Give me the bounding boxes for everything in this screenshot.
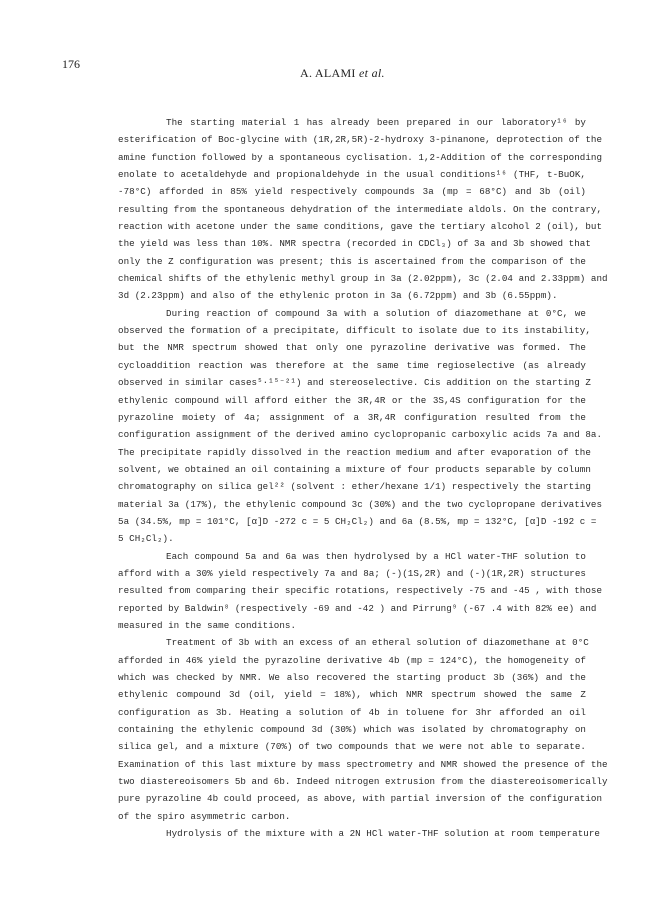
text-line: material 3a (17%), the ethylenic compound 3c (30%) and the two cyclopropane derivatives [118,498,603,510]
text-line: 5a (34.5%, mp = 101°C, [α]D -272 c = 5 CH₂Cl₂) and 6a (8.5%, mp = 132°C, [α]D -192 c = [118,515,597,527]
text-line: reaction with acetone under the same conditions, gave the tertiary alcohol 2 (oil), but [118,221,603,233]
running-head-author: A. ALAMI [300,66,356,80]
text-line: chemical shifts of the ethylenic methyl group in 3a (2.02ppm), 3c (2.04 and 2.33ppm) and [118,273,608,285]
text-line: amine function followed by a spontaneous cyclisation. 1,2-Addition of the corresponding [118,151,603,163]
running-head [300,66,385,81]
text-line: Examination of this last mixture by mass spectrometry and NMR showed the presence of the [118,758,608,770]
text-line: 3d (2.23ppm) and also of the ethylenic proton in 3a (6.72ppm) and 3b (6.55ppm). [118,290,558,302]
text-line: enolate to acetaldehyde and propionaldehyde in the usual conditions¹⁶ (THF, t-BuOK, [118,169,586,181]
text-line: -78°C) afforded in 85% yield respectively compounds 3a (mp = 68°C) and 3b (oil) [118,186,586,198]
text-line: containing the ethylenic compound 3d (30%) which was isolated by chromatography on [118,724,586,736]
text-line: esterification of Boc-glycine with (1R,2R,5R)-2-hydroxy 3-pinanone, deprotection of the [118,134,603,146]
text-line: silica gel, and a mixture (70%) of two compounds that we were not able to separate. [118,741,586,753]
text-line: observed in similar cases⁵·¹⁵⁻²¹) and stereoselective. Cis addition on the starting Z [118,377,591,389]
text-line: observed the formation of a precipitate, difficult to isolate due to its instability, [118,325,591,337]
text-line: Hydrolysis of the mixture with a 2N HCl water-THF solution at room temperature [166,828,600,840]
text-line: Treatment of 3b with an excess of an etheral solution of diazomethane at 0°C [166,637,589,649]
text-line: pure pyrazoline 4b could proceed, as above, with partial inversion of the configuration [118,793,603,805]
text-line: ethylenic compound will afford either the 3R,4R or the 3S,4S configuration for the [118,394,586,406]
text-line: 5 CH₂Cl₂). [118,533,174,545]
text-line: but the NMR spectrum showed that only one pyrazoline derivative was formed. The [118,342,586,354]
text-line: afforded in 46% yield the pyrazoline derivative 4b (mp = 124°C), the homogeneity of [118,654,586,666]
text-line: measured in the same conditions. [118,619,297,631]
text-line: pyrazoline moiety of 4a; assignment of a 3R,4R configuration resulted from the [118,411,586,423]
text-line: reported by Baldwin⁸ (respectively -69 and -42 ) and Pirrung⁹ (-67 .4 with 82% ee) and [118,602,597,614]
text-line: only the Z configuration was present; this is ascertained from the comparison of the [118,255,586,267]
page-number: 176 [62,57,80,71]
text-line: ethylenic compound 3d (oil, yield = 18%), which NMR spectrum showed the same Z [118,689,586,701]
text-line: During reaction of compound 3a with a solution of diazomethane at 0°C, we [166,307,586,319]
text-line: configuration assignment of the derived amino cyclopropanic carboxylic acids 7a and 8a. [118,429,603,441]
text-line: solvent, we obtained an oil containing a mixture of four products separable by column [118,463,591,475]
text-line: The starting material 1 has already been prepared in our laboratory¹⁶ by [166,117,586,128]
body-text [118,114,608,842]
text-line: two diastereoisomers 5b and 6b. Indeed nitrogen extrusion from the diastereoisomerically [118,776,608,788]
text-line: of the spiro asymmetric carbon. [118,810,291,822]
text-line: chromatography on silica gel²² (solvent : ether/hexane 1/1) respectively the starting [118,481,591,493]
text-line: The precipitate rapidly dissolved in the reaction medium and after evaporation of the [118,446,591,458]
text-line: cycloaddition reaction was therefore at the same time regioselective (as already [118,359,586,371]
text-line: resulting from the spontaneous dehydration of the intermediate aldols. On the contrary, [118,203,603,215]
text-line: resulted from comparing their specific rotations, respectively -75 and -45 , with those [118,585,603,597]
running-head-etal: et al. [359,66,385,80]
text-line: which was checked by NMR. We also recovered the starting product 3b (36%) and the [118,672,586,683]
text-line: afford with a 30% yield respectively 7a and 8a; (-)(1S,2R) and (-)(1R,2R) structures [118,567,586,579]
text-line: Each compound 5a and 6a was then hydrolysed by a HCl water-THF solution to [166,550,586,562]
text-line: configuration as 3b. Heating a solution of 4b in toluene for 3hr afforded an oil [118,706,586,718]
text-line: the yield was less than 10%. NMR spectra (recorded in CDCl₃) of 3a and 3b showed that [118,238,591,250]
